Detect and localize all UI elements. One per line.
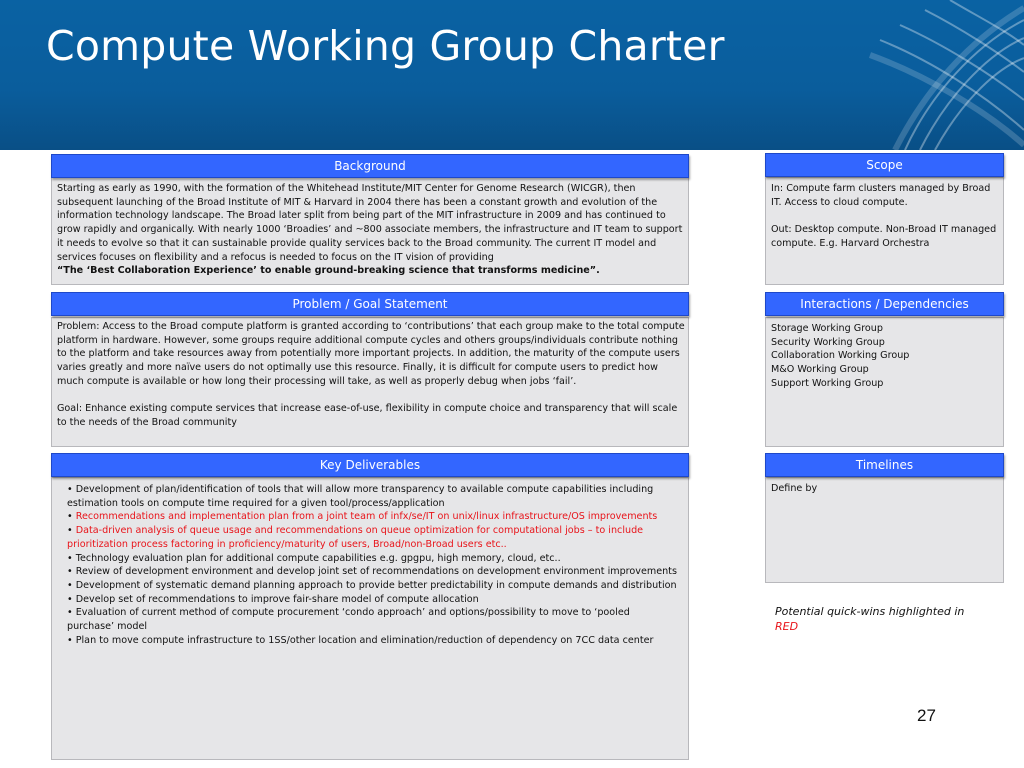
list-item: • Development of plan/identification of tools that will allow more transparency to available compute capabilities including estimation tools on compute time required for a given tool/process/application xyxy=(67,484,654,509)
deliverable-text: Develop set of recommendations to improve fair-share model of compute allocation xyxy=(75,593,479,605)
background-body xyxy=(57,182,685,278)
problem-header: Problem / Goal Statement xyxy=(51,292,689,316)
list-item: • Plan to move compute infrastructure to 1SS/other location and elimination/reduction of dependency on 7CC data center xyxy=(67,634,654,646)
problem-text: Problem: Access to the Broad compute platform is granted according to ‘contributions’ that each group make to the total compute platform in hardware. However, some groups require additional compute cycles and others groups/individuals contribute nothing to the platform and take resources away from potentially more important projects. In addition, the maturity of the compute users varies greatly and more naïve users do not optimally use this resource. Finally, it is difficult for compute users to predict how much compute is available or how long their processing will take, as well as properly debug when jobs ‘fail’. xyxy=(57,321,685,387)
scope-body xyxy=(771,182,1000,251)
scope-header: Scope xyxy=(765,153,1004,177)
deliverables-list xyxy=(67,483,679,647)
list-item: Support Working Group xyxy=(771,377,884,389)
background-text: Starting as early as 1990, with the formation of the Whitehead Institute/MIT Center for Genome Research (WICGR), then subsequent launching of the Broad Institute of MIT & Harvard in 2004 there has been a constant growth and evolution of the information technology landscape. The Broad later split from being part of the MIT infrastructure in 2009 and has continued to grow rapidly and organically. With nearly 1000 ‘Broadies’ and ~800 associate members, the infrastructure and IT team to support it needs to evolve so that it can sustainable provide quality services back to the Broad community. The current IT model and services focuses on flexibility and a refocus is needed to focus on the IT vision of providing xyxy=(57,183,683,263)
scope-out-text: Out: Desktop compute. Non-Broad IT managed compute. E.g. Harvard Orchestra xyxy=(771,224,997,249)
background-vision: “The ‘Best Collaboration Experience’ to enable ground-breaking science that transforms medicine”. xyxy=(57,265,600,277)
list-item: M&O Working Group xyxy=(771,364,869,376)
note-text: Potential quick-wins highlighted in xyxy=(775,605,965,618)
problem-body xyxy=(57,320,685,430)
page-number: 27 xyxy=(917,706,936,725)
list-item: • Technology evaluation plan for additional compute capabilities e.g. gpgpu, high memory, cloud, etc.. xyxy=(67,552,561,564)
timelines-body xyxy=(771,482,1000,496)
list-item: Collaboration Working Group xyxy=(771,350,910,362)
deliverable-text: Development of plan/identification of tools that will allow more transparency to available compute capabilities including estimation tools on compute time required for a given tool/process/application xyxy=(67,484,654,509)
deliverable-text: Technology evaluation plan for additional compute capabilities e.g. gpgpu, high memory, cloud, etc.. xyxy=(75,552,561,564)
quick-wins-note xyxy=(775,604,995,634)
list-item: Storage Working Group xyxy=(771,323,883,334)
background-header: Background xyxy=(51,154,689,178)
timelines-text: Define by xyxy=(771,483,818,494)
list-item: Security Working Group xyxy=(771,336,885,348)
list-item: • Development of systematic demand planning approach to provide better predictability in compute demands and distribution xyxy=(67,579,677,591)
note-red-word: RED xyxy=(775,620,799,633)
list-item: • Evaluation of current method of compute procurement ‘condo approach’ and options/possibility to move to ‘pooled purchase’ model xyxy=(67,607,630,633)
deliverable-text: Development of systematic demand planning approach to provide better predictability in compute demands and distribution xyxy=(75,579,677,591)
timelines-header: Timelines xyxy=(765,453,1004,477)
scope-in-text: In: Compute farm clusters managed by Broad IT. Access to cloud compute. xyxy=(771,183,991,208)
deliverable-text: Plan to move compute infrastructure to 1SS/other location and elimination/reduction of dependency on 7CC data center xyxy=(75,634,654,646)
list-item: • Review of development environment and develop joint set of recommendations on development environment improvements xyxy=(67,566,677,578)
list-item: • Data-driven analysis of queue usage and recommendations on queue optimization for computational jobs – to include prioritization process factoring in proficiency/maturity of users, Broad/non-Broad users etc.. xyxy=(67,525,644,550)
list-item: • Develop set of recommendations to improve fair-share model of compute allocation xyxy=(67,593,479,605)
goal-text: Goal: Enhance existing compute services that increase ease-of-use, flexibility in compute choice and transparency that will scale to the needs of the Broad community xyxy=(57,403,678,428)
interactions-list xyxy=(771,322,1000,391)
deliverable-text: Recommendations and implementation plan from a joint team of infx/se/IT on unix/linux infrastructure/OS improvements xyxy=(75,511,658,523)
page-title: Compute Working Group Charter xyxy=(46,22,725,70)
deliverable-text: Review of development environment and develop joint set of recommendations on development environment improvements xyxy=(75,566,677,578)
list-item: • Recommendations and implementation plan from a joint team of infx/se/IT on unix/linux infrastructure/OS improvements xyxy=(67,511,658,523)
deliverable-text: Data-driven analysis of queue usage and recommendations on queue optimization for computational jobs – to include prioritization process factoring in proficiency/maturity of users, Broad/non-Broad users etc.. xyxy=(67,525,644,550)
title-banner xyxy=(0,0,1024,150)
deliverable-text: Evaluation of current method of compute procurement ‘condo approach’ and options/possibility to move to ‘pooled purchase’ model xyxy=(67,607,630,633)
deliverables-header: Key Deliverables xyxy=(51,453,689,477)
interactions-header: Interactions / Dependencies xyxy=(765,292,1004,316)
